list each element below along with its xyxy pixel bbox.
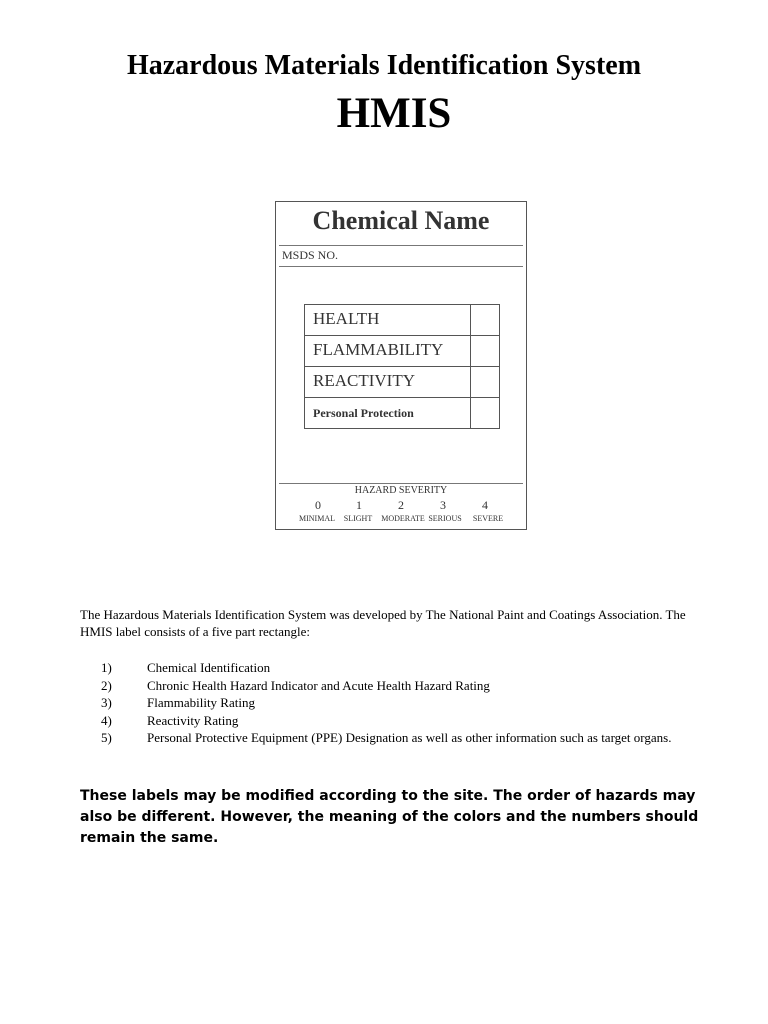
severity-number: 2: [398, 498, 404, 512]
hazard-rating-table: [304, 304, 500, 429]
hazard-label: Personal Protection: [313, 406, 414, 420]
list-item: [80, 729, 720, 747]
severity-word: SERIOUS: [428, 514, 462, 523]
list-item: [80, 659, 720, 677]
list-number: 2): [101, 677, 112, 693]
list-text: Chemical Identification: [147, 660, 271, 675]
severity-number: 4: [482, 498, 488, 512]
list-item: [80, 677, 720, 695]
severity-word: MINIMAL: [299, 514, 335, 523]
hazard-row-flammability: [305, 336, 499, 367]
list-item: [80, 712, 720, 730]
list-text: Chronic Health Hazard Indicator and Acute Health Hazard Rating: [147, 677, 490, 693]
list-text: Personal Protective Equipment (PPE) Designation as well as other information such as target organs.: [147, 730, 672, 745]
hazard-rating-box: [470, 367, 499, 397]
hazard-rating-box: [470, 398, 499, 429]
list-text: Flammability Rating: [147, 695, 255, 710]
list-number: 1): [101, 660, 112, 675]
hazard-severity-title: HAZARD SEVERITY: [354, 485, 448, 496]
page-title: Hazardous Materials Identification System: [126, 50, 642, 81]
hazard-label: HEALTH: [313, 309, 380, 328]
hazard-label: REACTIVITY: [313, 371, 415, 390]
severity-number: 0: [315, 498, 321, 512]
list-text: Reactivity Rating: [147, 712, 239, 728]
hazard-label: FLAMMABILITY: [313, 340, 444, 359]
hazard-row-reactivity: [305, 367, 499, 398]
page-subtitle: HMIS: [336, 90, 452, 137]
list-number: 3): [101, 695, 112, 710]
hazard-row-health: [305, 305, 499, 336]
hazard-rating-box: [470, 336, 499, 366]
list-number: 4): [101, 712, 112, 728]
hmis-label-image: [275, 201, 527, 530]
severity-word: SEVERE: [472, 514, 504, 523]
label-divider: [279, 483, 523, 484]
label-chemical-name: Chemical Name: [312, 206, 490, 235]
list-item: [80, 694, 720, 712]
severity-word: SLIGHT: [343, 514, 373, 523]
hazard-row-personal-protection: [305, 398, 499, 429]
intro-paragraph: The Hazardous Materials Identification System was developed by The National Paint and Coatings Association. The HMIS label consists of a five part rectangle:: [80, 607, 686, 639]
hazard-rating-box: [470, 305, 499, 335]
severity-word: MODERATE: [381, 514, 425, 523]
label-divider: [279, 266, 523, 267]
severity-number: 1: [356, 498, 362, 512]
list-number: 5): [101, 730, 112, 745]
note-paragraph: These labels may be modified according to the site. The order of hazards may also be different. However, the meaning of the colors and the numbers should remain the same.: [80, 788, 699, 846]
label-parts-list: [80, 659, 720, 747]
severity-number: 3: [440, 498, 446, 512]
label-msds-number: MSDS NO.: [282, 248, 339, 262]
label-divider: [279, 245, 523, 246]
